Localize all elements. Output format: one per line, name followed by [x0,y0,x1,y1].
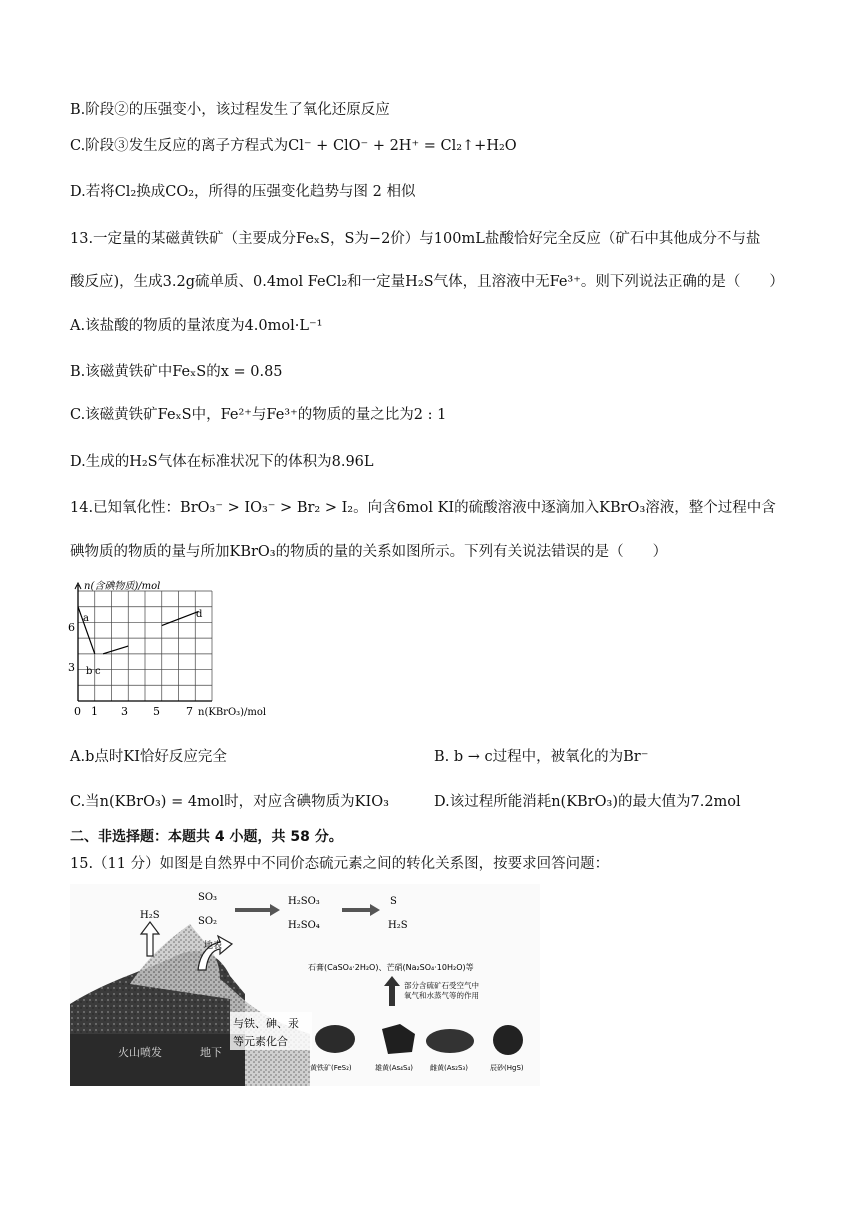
label-combine2: 等元素化合 [233,1035,288,1048]
label-dibiao: 地表 [204,941,223,951]
chart-grid [78,591,212,701]
point-label-d: d [196,609,203,620]
chart-xlabel: n(KBrO₃)/mol [198,707,267,718]
q14-option-a: A.b点时KI恰好反应完全 [70,749,227,765]
q13-option-d: D.生成的H₂S气体在标准状况下的体积为8.96L [70,454,374,470]
q14-stem-line2: 碘物质的物质的量与所加KBrO₃的物质的量的关系如图所示。下列有关说法错误的是（ ） [70,544,668,560]
chart-series [78,607,199,654]
q13-option-c: C.该磁黄铁矿FeₓS中，Fe²⁺与Fe³⁺的物质的量之比为2 : 1 [70,407,447,423]
chart-ylabel: n(含碘物质)/mol [84,581,161,592]
label-so2: SO₂ [198,916,218,927]
x-tick-7: 7 [186,705,193,718]
q12-option-c: C.阶段③发生反应的离子方程式为Cl⁻ + ClO⁻ + 2H⁺ = Cl₂↑+H₂O [70,138,517,154]
q14-stem-line1: 14.已知氧化性：BrO₃⁻ > IO₃⁻ > Br₂ > I₂。向含6mol KI的硫酸溶液中逐滴加入KBrO₃溶液，整个过程中含 [70,500,776,516]
x-tick-5: 5 [153,705,160,718]
y-tick-3: 3 [68,661,75,674]
q15-stem: 15.（11 分）如图是自然界中不同价态硫元素之间的转化关系图，按要求回答问题： [70,856,610,872]
point-label-c: c [95,666,101,677]
label-h2s-top: H₂S [140,910,160,921]
mineral-label-orpiment: 雌黄(As₂S₃) [430,1064,468,1072]
q12-option-b: B.阶段②的压强变小，该过程发生了氧化还原反应 [70,102,390,118]
label-note1: 部分含硫矿石受空气中 [404,981,479,990]
q14-option-c: C.当n(KBrO₃) = 4mol时，对应含碘物质为KIO₃ [70,794,389,810]
mineral-label-cinnabar: 辰砂(HgS) [490,1064,524,1072]
cinnabar-rock-icon [493,1025,523,1055]
label-minerals: 石膏(CaSO₄·2H₂O)、芒硝(Na₂SO₄·10H₂O)等 [308,963,474,972]
q13-option-a: A.该盐酸的物质的量浓度为4.0mol·L⁻¹ [70,318,323,334]
label-s: S [390,896,397,907]
q13-stem-line2: 酸反应)，生成3.2g硫单质、0.4mol FeCl₂和一定量H₂S气体，且溶液中无Fe³⁺。则下列说法正确的是（ ） [70,274,784,290]
y-tick-6: 6 [68,621,75,634]
mineral-label-realgar: 雄黄(As₄S₄) [375,1064,413,1072]
sulfur-cycle-figure [70,884,540,1086]
point-label-b: b [86,666,93,677]
label-h2so4: H₂SO₄ [288,920,320,931]
x-tick-0: 0 [74,705,81,718]
q14-option-d: D.该过程所能消耗n(KBrO₃)的最大值为7.2mol [434,794,741,810]
section-title: 二、非选择题：本题共 4 小题，共 58 分。 [70,829,343,845]
mineral-label-pyrite: 黄铁矿(FeS₂) [310,1064,352,1072]
label-so3: SO₃ [198,892,218,903]
q12-option-d: D.若将Cl₂换成CO₂，所得的压强变化趋势与图 2 相似 [70,184,416,200]
pyrite-rock-icon [315,1025,355,1053]
q14-chart [62,575,292,725]
label-note2: 氧气和水蒸气等的作用 [404,991,479,1000]
series-line-2 [103,646,128,654]
series-line-3 [162,611,199,625]
label-underground: 地下 [200,1046,222,1059]
x-tick-1: 1 [91,705,98,718]
orpiment-rock-icon [426,1029,474,1053]
label-h2so3: H₂SO₃ [288,896,320,907]
q13-stem-line1: 13.一定量的某磁黄铁矿（主要成分FeₓS，S为−2价）与100mL盐酸恰好完全反应（矿石中其他成分不与盐 [70,231,761,247]
chart-axes [75,583,212,701]
label-h2s-right: H₂S [388,920,408,931]
x-tick-3: 3 [121,705,128,718]
underground-band [70,1034,245,1086]
q13-option-b: B.该磁黄铁矿中FeₓS的x = 0.85 [70,364,283,380]
label-volcano: 火山喷发 [118,1046,162,1059]
label-combine1: 与铁、砷、汞 [233,1017,299,1030]
q14-option-b: B. b → c过程中，被氧化的为Br⁻ [434,749,649,765]
point-label-a: a [83,613,89,624]
